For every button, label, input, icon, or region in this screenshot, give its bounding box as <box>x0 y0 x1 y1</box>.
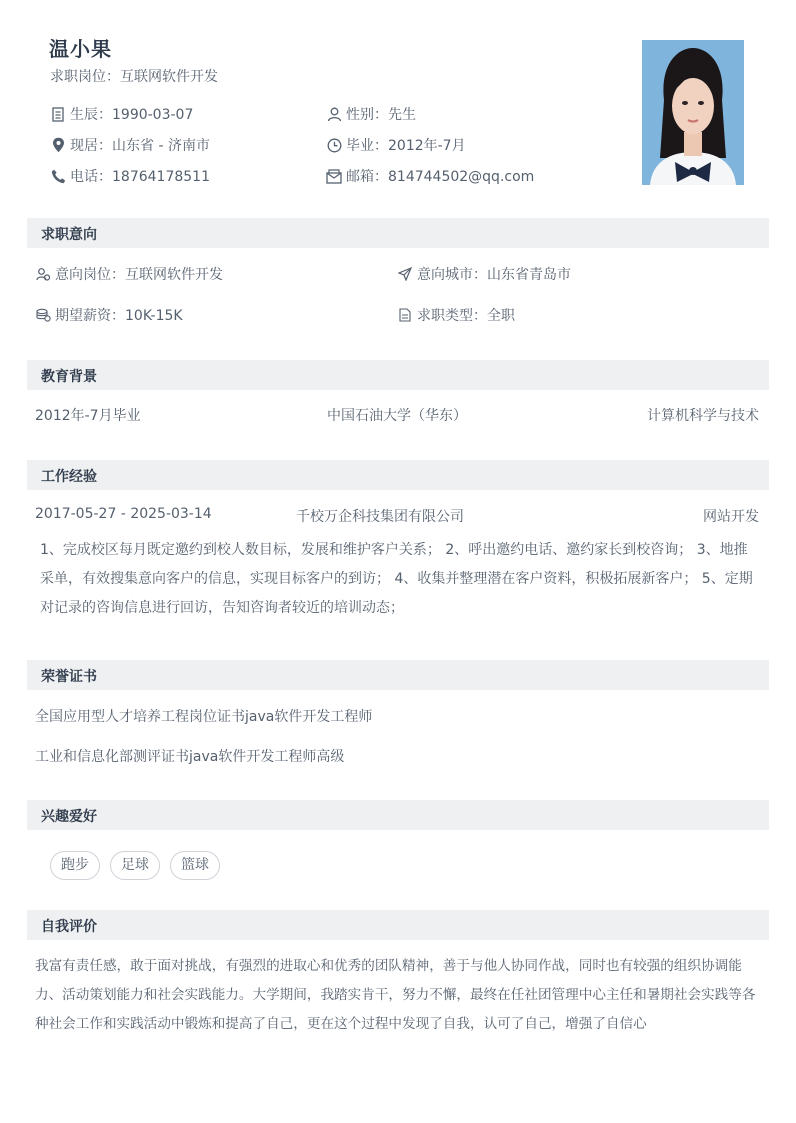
birth-value: 生辰：1990-03-07 <box>70 107 194 123</box>
intent-city-value: 意向城市：山东省青岛市 <box>417 267 571 283</box>
phone-icon <box>50 168 66 184</box>
graduation-info <box>326 135 466 155</box>
intent-city <box>397 264 571 284</box>
section-header-education <box>27 360 769 390</box>
birth-info <box>50 104 193 124</box>
section-title: 荣誉证书 <box>41 669 97 685</box>
hobby-tag: 跑步 <box>50 851 100 880</box>
self-evaluation: 我富有责任感，敢于面对挑战，有强烈的进取心和优秀的团队精神，善于与他人协同作战，同时也有较强的组织协调能力、活动策划能力和社会实践能力。大学期间，我踏实肯干，努力不懈，最终在任社团管理中心主任和暑期社会实践等各种社会工作和实践活动中锻炼和提高了自己，更在这个过程中发现了自我，认可了自己，增强了自信心 <box>35 958 756 1032</box>
location-value: 现居：山东省 - 济南市 <box>70 138 210 154</box>
hobby-tags <box>50 851 220 880</box>
job-target: 求职岗位：互联网软件开发 <box>50 69 218 85</box>
section-header-honors <box>27 660 769 690</box>
section-title: 求职意向 <box>41 227 97 243</box>
mail-icon <box>326 168 342 184</box>
phone-value: 电话：18764178511 <box>70 169 210 185</box>
intent-salary-value: 期望薪资：10K-15K <box>55 308 183 324</box>
phone-info <box>50 166 210 186</box>
section-title: 工作经验 <box>41 469 97 485</box>
education-school: 中国石油大学（华东） <box>327 408 467 424</box>
candidate-name: 温小果 <box>49 37 112 61</box>
gender-value: 性别：先生 <box>346 107 416 123</box>
honor-item: 工业和信息化部测评证书java软件开发工程师高级 <box>35 749 345 765</box>
hobby-tag: 足球 <box>110 851 160 880</box>
section-header-hobbies <box>27 800 769 830</box>
send-icon <box>397 266 413 282</box>
graduation-value: 毕业：2012年-7月 <box>346 138 466 154</box>
location-info <box>50 135 210 155</box>
section-header-intent <box>27 218 769 248</box>
user-icon <box>326 106 342 122</box>
map-pin-icon <box>50 137 66 153</box>
work-description: 1、完成校区每月既定邀约到校人数目标，发展和维护客户关系； 2、呼出邀约电话、邀约家长到校咨询； 3、地推采单，有效搜集意向客户的信息，实现目标客户的到访； 4、收集并整理潜在客户资料，积极拓展新客户； 5、定期对记录的咨询信息进行回访，告知咨询者较近的培训动态； <box>40 542 753 616</box>
intent-type <box>397 305 515 325</box>
intent-position <box>35 264 223 284</box>
section-title: 教育背景 <box>41 369 97 385</box>
section-header-self-eval <box>27 910 769 940</box>
work-period: 2017-05-27 - 2025-03-14 <box>35 506 212 522</box>
section-title: 兴趣爱好 <box>41 809 97 825</box>
section-header-work <box>27 460 769 490</box>
work-company: 千校万企科技集团有限公司 <box>296 509 464 525</box>
email-info <box>326 166 534 186</box>
honor-item: 全国应用型人才培养工程岗位证书java软件开发工程师 <box>35 709 373 725</box>
work-role: 网站开发 <box>703 509 759 525</box>
coins-icon <box>35 307 51 323</box>
profile-photo <box>642 40 744 185</box>
calendar-icon <box>50 106 66 122</box>
email-value: 邮箱：814744502@qq.com <box>346 169 535 185</box>
gender-info <box>326 104 416 124</box>
education-date: 2012年-7月毕业 <box>35 408 141 424</box>
users-icon <box>35 266 51 282</box>
intent-position-value: 意向岗位：互联网软件开发 <box>55 267 223 283</box>
clock-icon <box>326 137 342 153</box>
document-icon <box>397 307 413 323</box>
section-title: 自我评价 <box>41 919 97 935</box>
intent-salary <box>35 305 183 325</box>
education-major: 计算机科学与技术 <box>647 408 759 424</box>
intent-type-value: 求职类型：全职 <box>417 308 515 324</box>
hobby-tag: 篮球 <box>170 851 220 880</box>
